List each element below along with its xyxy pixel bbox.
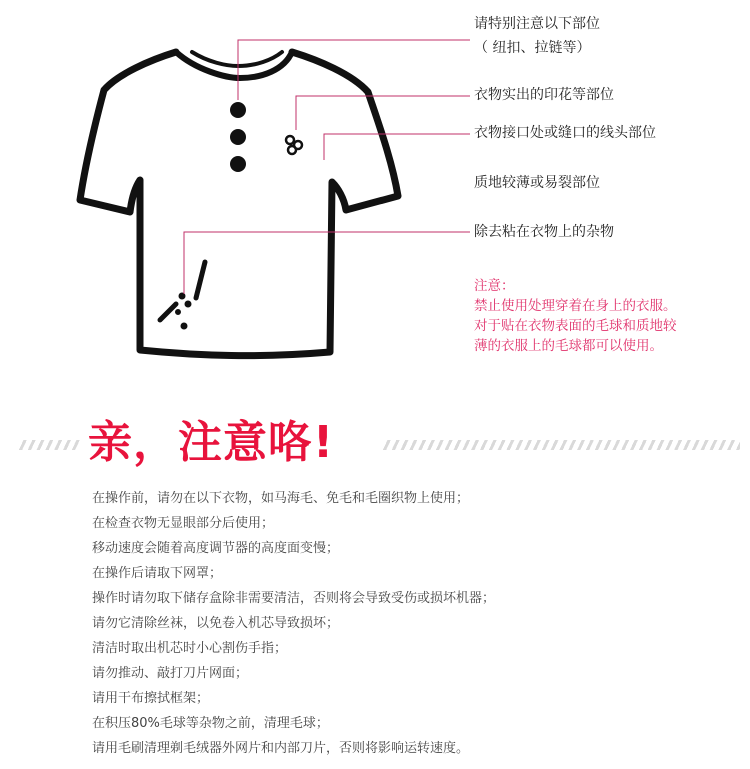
notice-title: 注意： — [474, 278, 515, 294]
instruction-item: 请用毛刷清理剃毛绒器外网片和内部刀片，否则将影响运转速度。 — [92, 741, 470, 756]
callout-text: （ 纽扣、拉链等） — [474, 40, 591, 56]
instruction-item: 在检查衣物无显眼部分后使用； — [92, 516, 275, 531]
headline-row — [0, 414, 750, 474]
callout-text: 请特别注意以下部位 — [474, 16, 600, 32]
notice-line: 对于贴在衣物表面的毛球和质地较 — [474, 318, 677, 334]
notice-line: 薄的衣服上的毛球都可以使用。 — [474, 338, 663, 354]
instructions-list — [92, 486, 495, 761]
button-dot — [230, 102, 246, 118]
callout-debris: 除去粘在衣物上的杂物 — [474, 224, 614, 240]
instruction-item: 在操作后请取下网罩； — [92, 566, 223, 581]
headline: 亲，注意咯! — [88, 417, 335, 468]
print-motif — [286, 136, 302, 154]
instruction-item: 在积压80%毛球等杂物之前，清理毛球； — [92, 716, 329, 731]
instruction-item: 请勿推动、敲打刀片网面； — [92, 666, 249, 681]
callout-thin-parts: 质地较薄或易裂部位 — [474, 175, 600, 191]
instruction-item: 操作时请勿取下储存盒除非需要清洁，否则将会导致受伤或损坏机器； — [92, 591, 496, 606]
divider-left — [18, 440, 80, 450]
callout-attention-parts — [474, 14, 600, 58]
notice-line: 禁止使用处理穿着在身上的衣服。 — [474, 298, 677, 314]
button-dot — [230, 129, 246, 145]
instruction-item: 请用干布擦拭框架； — [92, 691, 210, 706]
callout-print-parts: 衣物实出的印花等部位 — [474, 87, 614, 103]
notice-block — [474, 276, 677, 356]
shirt-outline — [80, 52, 398, 356]
callout-seam-parts: 衣物接口处或缝口的线头部位 — [474, 125, 656, 141]
instruction-item: 清洁时取出机芯时小心割伤手指； — [92, 641, 288, 656]
button-dot — [230, 156, 246, 172]
collar-inner — [192, 52, 282, 66]
instruction-item: 移动速度会随着高度调节器的高度面变慢； — [92, 541, 340, 556]
instruction-item: 请勿它清除丝袜，以免卷入机芯导致损坏； — [92, 616, 340, 631]
instruction-item: 在操作前，请勿在以下衣物，如马海毛、免毛和毛圈织物上使用； — [92, 491, 470, 506]
divider-right — [382, 440, 740, 450]
debris-marks — [160, 262, 205, 329]
